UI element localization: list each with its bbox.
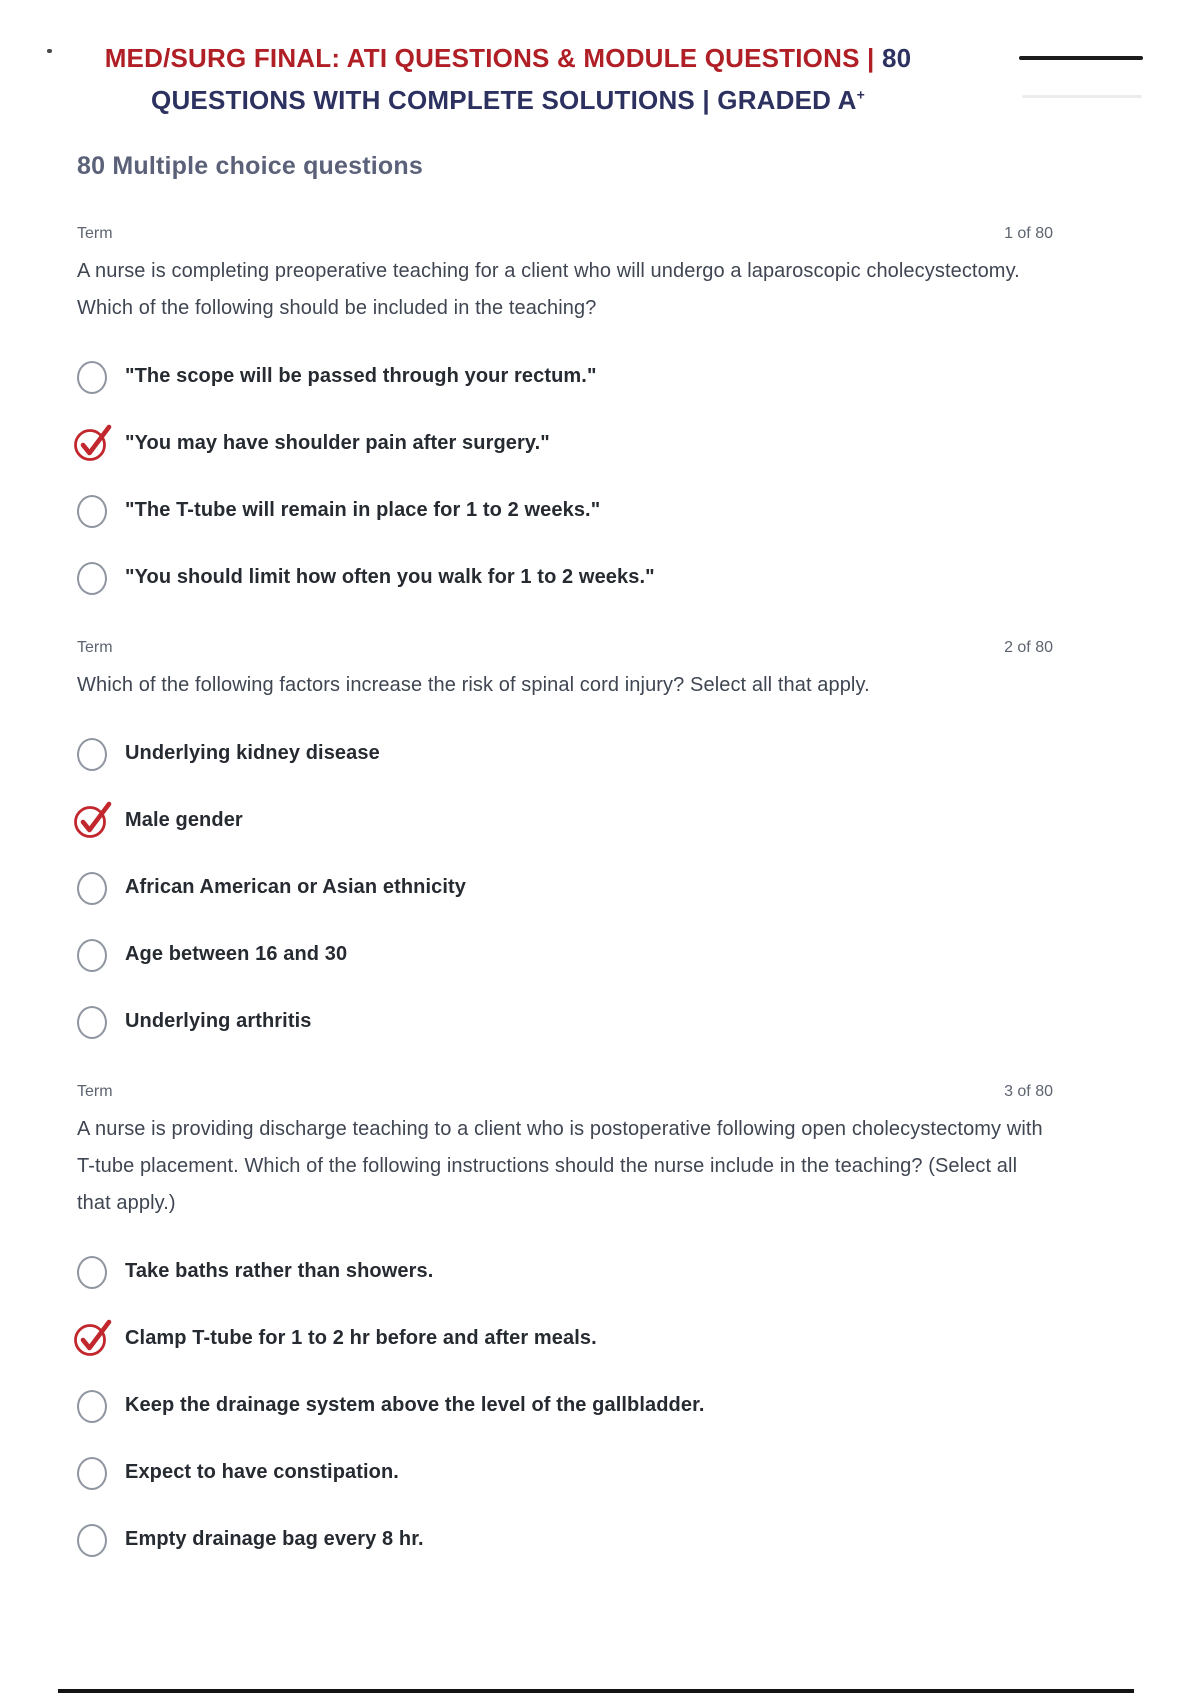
answer-option[interactable] [77, 804, 1053, 838]
term-row [77, 1083, 1053, 1101]
radio-icon[interactable] [77, 1005, 109, 1039]
radio-icon[interactable] [77, 561, 109, 595]
question-counter: 1 of 80 [1004, 224, 1053, 242]
term-label: Term [77, 224, 113, 242]
answer-option-label: Empty drainage bag every 8 hr. [125, 1528, 424, 1551]
question-counter: 3 of 80 [1004, 1082, 1053, 1100]
content [77, 0, 1053, 1557]
answer-option-label: Age between 16 and 30 [125, 943, 348, 966]
bottom-divider [58, 1689, 1134, 1693]
answer-option-label: "The scope will be passed through your rectum." [125, 365, 597, 388]
term-row [77, 639, 1053, 657]
page-title [77, 0, 939, 118]
radio-circle [77, 562, 107, 595]
answer-option-label: "You may have shoulder pain after surgery." [125, 432, 550, 455]
question-card [77, 639, 1053, 1039]
answer-option[interactable] [77, 494, 1053, 528]
term-row [77, 225, 1053, 243]
question-card [77, 1083, 1053, 1557]
answer-option[interactable] [77, 1255, 1053, 1289]
question-card [77, 225, 1053, 595]
section-heading: 80 Multiple choice questions [77, 151, 423, 180]
answer-option[interactable] [77, 561, 1053, 595]
answer-option-label: "The T-tube will remain in place for 1 to 2 weeks." [125, 499, 601, 522]
red-check-icon [72, 1312, 122, 1362]
radio-circle [77, 1006, 107, 1039]
options-list [77, 1255, 1053, 1557]
radio-circle [77, 872, 107, 905]
answer-option[interactable] [77, 871, 1053, 905]
answer-option-label: Keep the drainage system above the level of the gallbladder. [125, 1394, 705, 1417]
radio-icon[interactable] [77, 1389, 109, 1423]
radio-icon[interactable] [77, 494, 109, 528]
radio-circle [77, 738, 107, 771]
checked-radio-icon[interactable] [77, 804, 109, 838]
page-title-navy-text: 80 QUESTIONS WITH COMPLETE SOLUTIONS | GRADED A [151, 43, 912, 115]
radio-icon[interactable] [77, 737, 109, 771]
radio-circle [77, 1457, 107, 1490]
radio-icon[interactable] [77, 1255, 109, 1289]
radio-icon[interactable] [77, 871, 109, 905]
checked-radio-icon[interactable] [77, 1322, 109, 1356]
answer-option[interactable] [77, 427, 1053, 461]
page-title-red-part: MED/SURG FINAL: ATI QUESTIONS & MODULE QUESTIONS | [104, 43, 875, 73]
radio-circle [77, 1256, 107, 1289]
answer-option[interactable] [77, 1456, 1053, 1490]
question-text: A nurse is completing preoperative teaching for a client who will undergo a laparoscopic cholecystectomy. Which of the following should be included in the teaching? [77, 259, 1020, 319]
answer-option[interactable] [77, 938, 1053, 972]
answer-option-label: "You should limit how often you walk for 1 to 2 weeks." [125, 566, 655, 589]
radio-circle [77, 495, 107, 528]
radio-circle [77, 939, 107, 972]
answer-option[interactable] [77, 1389, 1053, 1423]
answer-option-label: Underlying kidney disease [125, 742, 380, 765]
page-title-superscript: + [856, 86, 865, 102]
question-text: Which of the following factors increase the risk of spinal cord injury? Select all that apply. [77, 673, 870, 696]
answer-option-label: Clamp T-tube for 1 to 2 hr before and after meals. [125, 1327, 597, 1350]
term-label: Term [77, 638, 113, 656]
answer-option-label: African American or Asian ethnicity [125, 876, 466, 899]
answer-option[interactable] [77, 1322, 1053, 1356]
radio-icon[interactable] [77, 1456, 109, 1490]
radio-icon[interactable] [77, 360, 109, 394]
checked-radio-icon[interactable] [77, 427, 109, 461]
answer-option[interactable] [77, 1523, 1053, 1557]
questions-list [77, 225, 1053, 1557]
radio-circle [77, 1390, 107, 1423]
term-label: Term [77, 1082, 113, 1100]
answer-option[interactable] [77, 1005, 1053, 1039]
options-list [77, 737, 1053, 1039]
answer-option-label: Expect to have constipation. [125, 1461, 399, 1484]
answer-option-label: Underlying arthritis [125, 1010, 312, 1033]
radio-icon[interactable] [77, 938, 109, 972]
answer-option[interactable] [77, 360, 1053, 394]
question-text: A nurse is providing discharge teaching to a client who is postoperative following open cholecystectomy with T-tube placement. Which of the following instructions should the nurse include in the teaching? (Select all that apply.) [77, 1117, 1043, 1214]
stray-dot [47, 49, 52, 53]
answer-option[interactable] [77, 737, 1053, 771]
radio-circle [77, 1524, 107, 1557]
radio-icon[interactable] [77, 1523, 109, 1557]
question-counter: 2 of 80 [1004, 638, 1053, 656]
red-check-icon [72, 417, 122, 467]
radio-circle [77, 361, 107, 394]
red-check-icon [72, 794, 122, 844]
options-list [77, 360, 1053, 595]
answer-option-label: Take baths rather than showers. [125, 1260, 434, 1283]
answer-option-label: Male gender [125, 809, 243, 832]
